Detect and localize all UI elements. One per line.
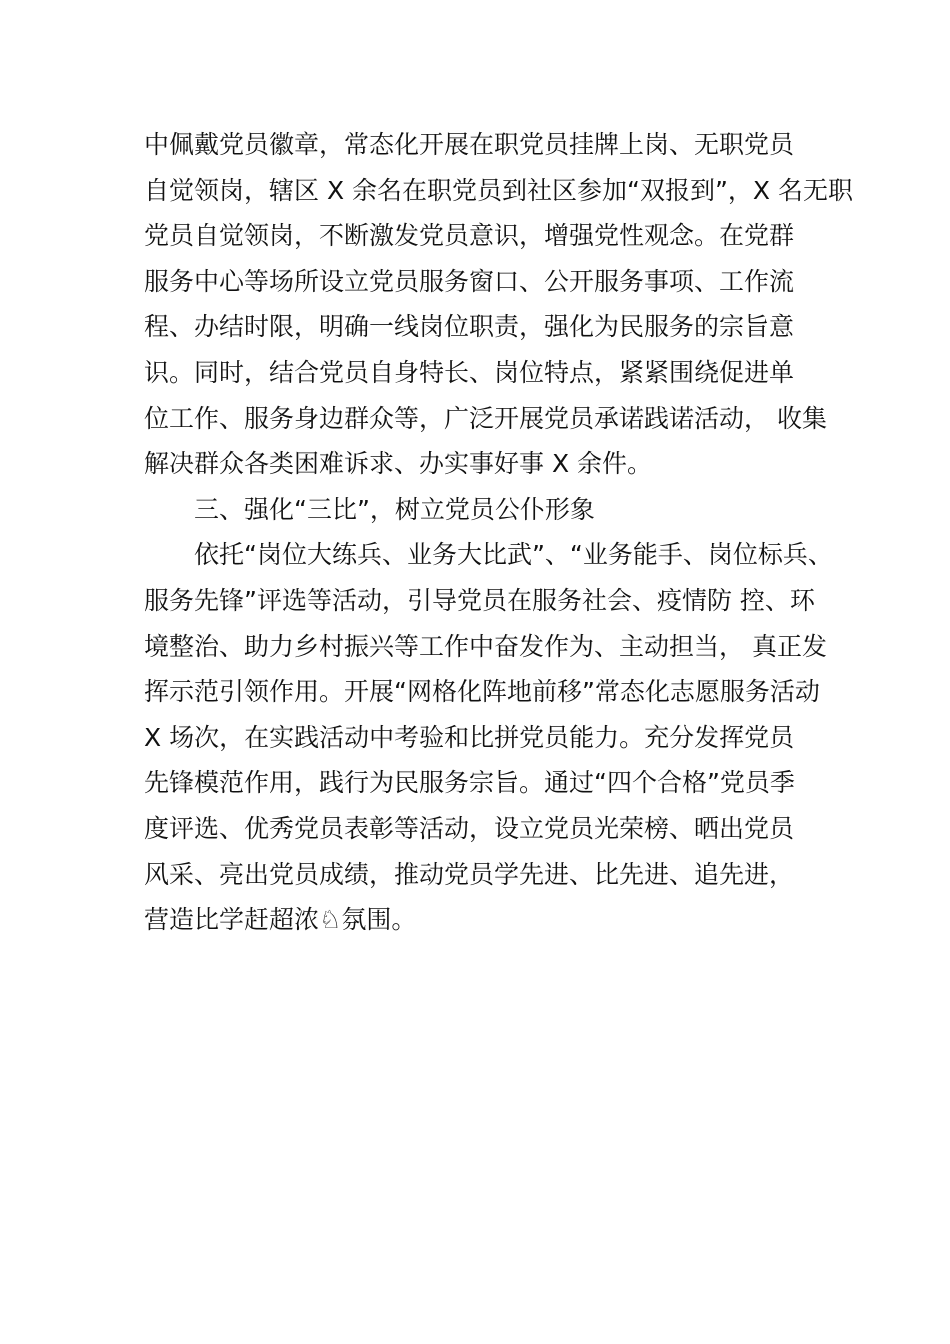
- paragraph-line: 服务中心等场所设立党员服务窗口、公开服务事项、工作流: [144, 266, 795, 296]
- paragraph-line: 先锋模范作用，践行为民服务宗旨。通过“四个合格”党员季: [144, 768, 795, 798]
- paragraph-line: 识。同时，结合党员自身特长、岗位特点，紧紧围绕促进单: [144, 357, 795, 387]
- paragraph-line: 度评选、优秀党员表彰等活动，设立党员光荣榜、晒出党员: [144, 813, 795, 843]
- paragraph-line: 服务先锋”评选等活动，引导党员在服务社会、疫情防 控、环: [144, 585, 815, 615]
- paragraph-line: 位工作、服务身边群众等，广泛开展党员承诺践诺活动， 收集: [144, 403, 827, 433]
- paragraph-line: 挥示范引领作用。开展“网格化阵地前移”常态化志愿服务活动: [144, 677, 820, 707]
- paragraph-line: 中佩戴党员徽章，常态化开展在职党员挂牌上岗、无职党员: [144, 130, 795, 159]
- document-body: [144, 122, 853, 943]
- paragraph-line: X 场次，在实践活动中考验和比拼党员能力。充分发挥党员: [144, 722, 795, 752]
- paragraph-line: 程、办结时限，明确一线岗位职责，强化为民服务的宗旨意: [144, 312, 795, 342]
- paragraph-line: 境整治、助力乡村振兴等工作中奋发作为、主动担当， 真正发: [144, 631, 827, 661]
- paragraph-line: 自觉领岗，辖区 X 余名在职党员到社区参加“双报到”，X 名无职: [144, 175, 853, 205]
- section-heading: 三、强化“三比”，树立党员公仆形象: [194, 494, 595, 524]
- paragraph-line: 依托“岗位大练兵、业务大比武”、“业务能手、岗位标兵、: [194, 540, 833, 570]
- paragraph-line: 营造比学赶超浓♘氛围。: [144, 905, 417, 935]
- paragraph-line: 党员自觉领岗，不断激发党员意识，增强党性观念。在党群: [144, 221, 795, 251]
- paragraph-line: 解决群众各类困难诉求、办实事好事 X 余件。: [144, 449, 653, 479]
- paragraph-line: 风采、亮出党员成绩，推动党员学先进、比先进、追先进，: [144, 859, 795, 889]
